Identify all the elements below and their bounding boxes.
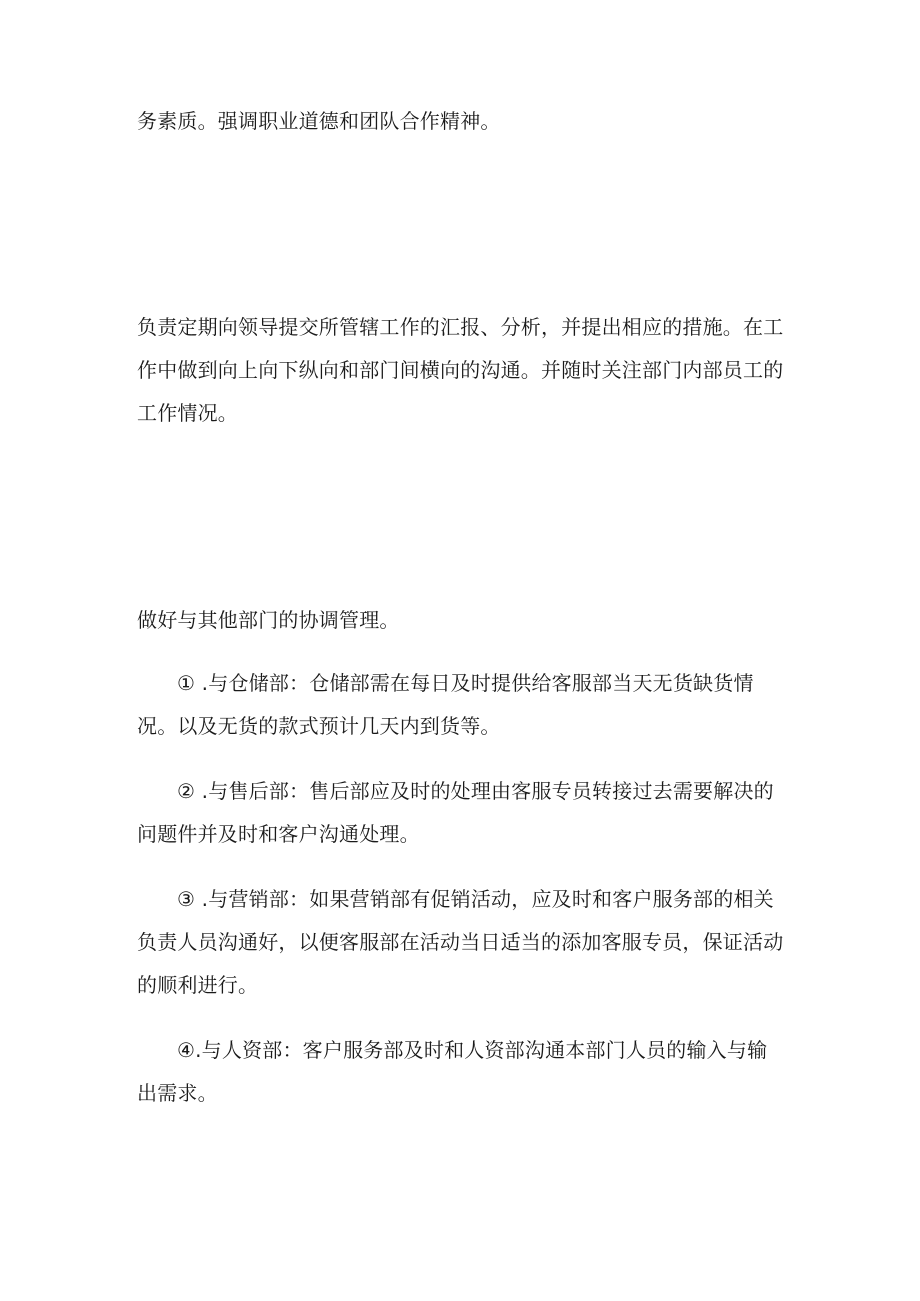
paragraph-warehouse: ① .与仓储部：仓储部需在每日及时提供给客服部当天无货缺货情况。以及无货的款式预计几天内到货等。	[137, 671, 754, 738]
paragraph-hr: ④.与人资部：客户服务部及时和人资部沟通本部门人员的输入与输出需求。	[137, 1038, 768, 1105]
paragraph-marketing: ③ .与营销部：如果营销部有促销活动，应及时和客户服务部的相关负责人员沟通好，以便客服部在活动当日适当的添加客服专员，保证活动的顺利进行。	[137, 887, 784, 997]
paragraph-quality: 务素质。强调职业道德和团队合作精神。	[137, 109, 501, 133]
paragraph-coordination: 做好与其他部门的协调管理。	[137, 608, 400, 632]
paragraph-after-sales: ② .与售后部：售后部应及时的处理由客服专员转接过去需要解决的问题件并及时和客户沟通处理。	[137, 779, 774, 846]
paragraph-reporting: 负责定期向领导提交所管辖工作的汇报、分析，并提出相应的措施。在工作中做到向上向下纵向和部门间横向的沟通。并随时关注部门内部员工的工作情况。	[137, 315, 784, 425]
